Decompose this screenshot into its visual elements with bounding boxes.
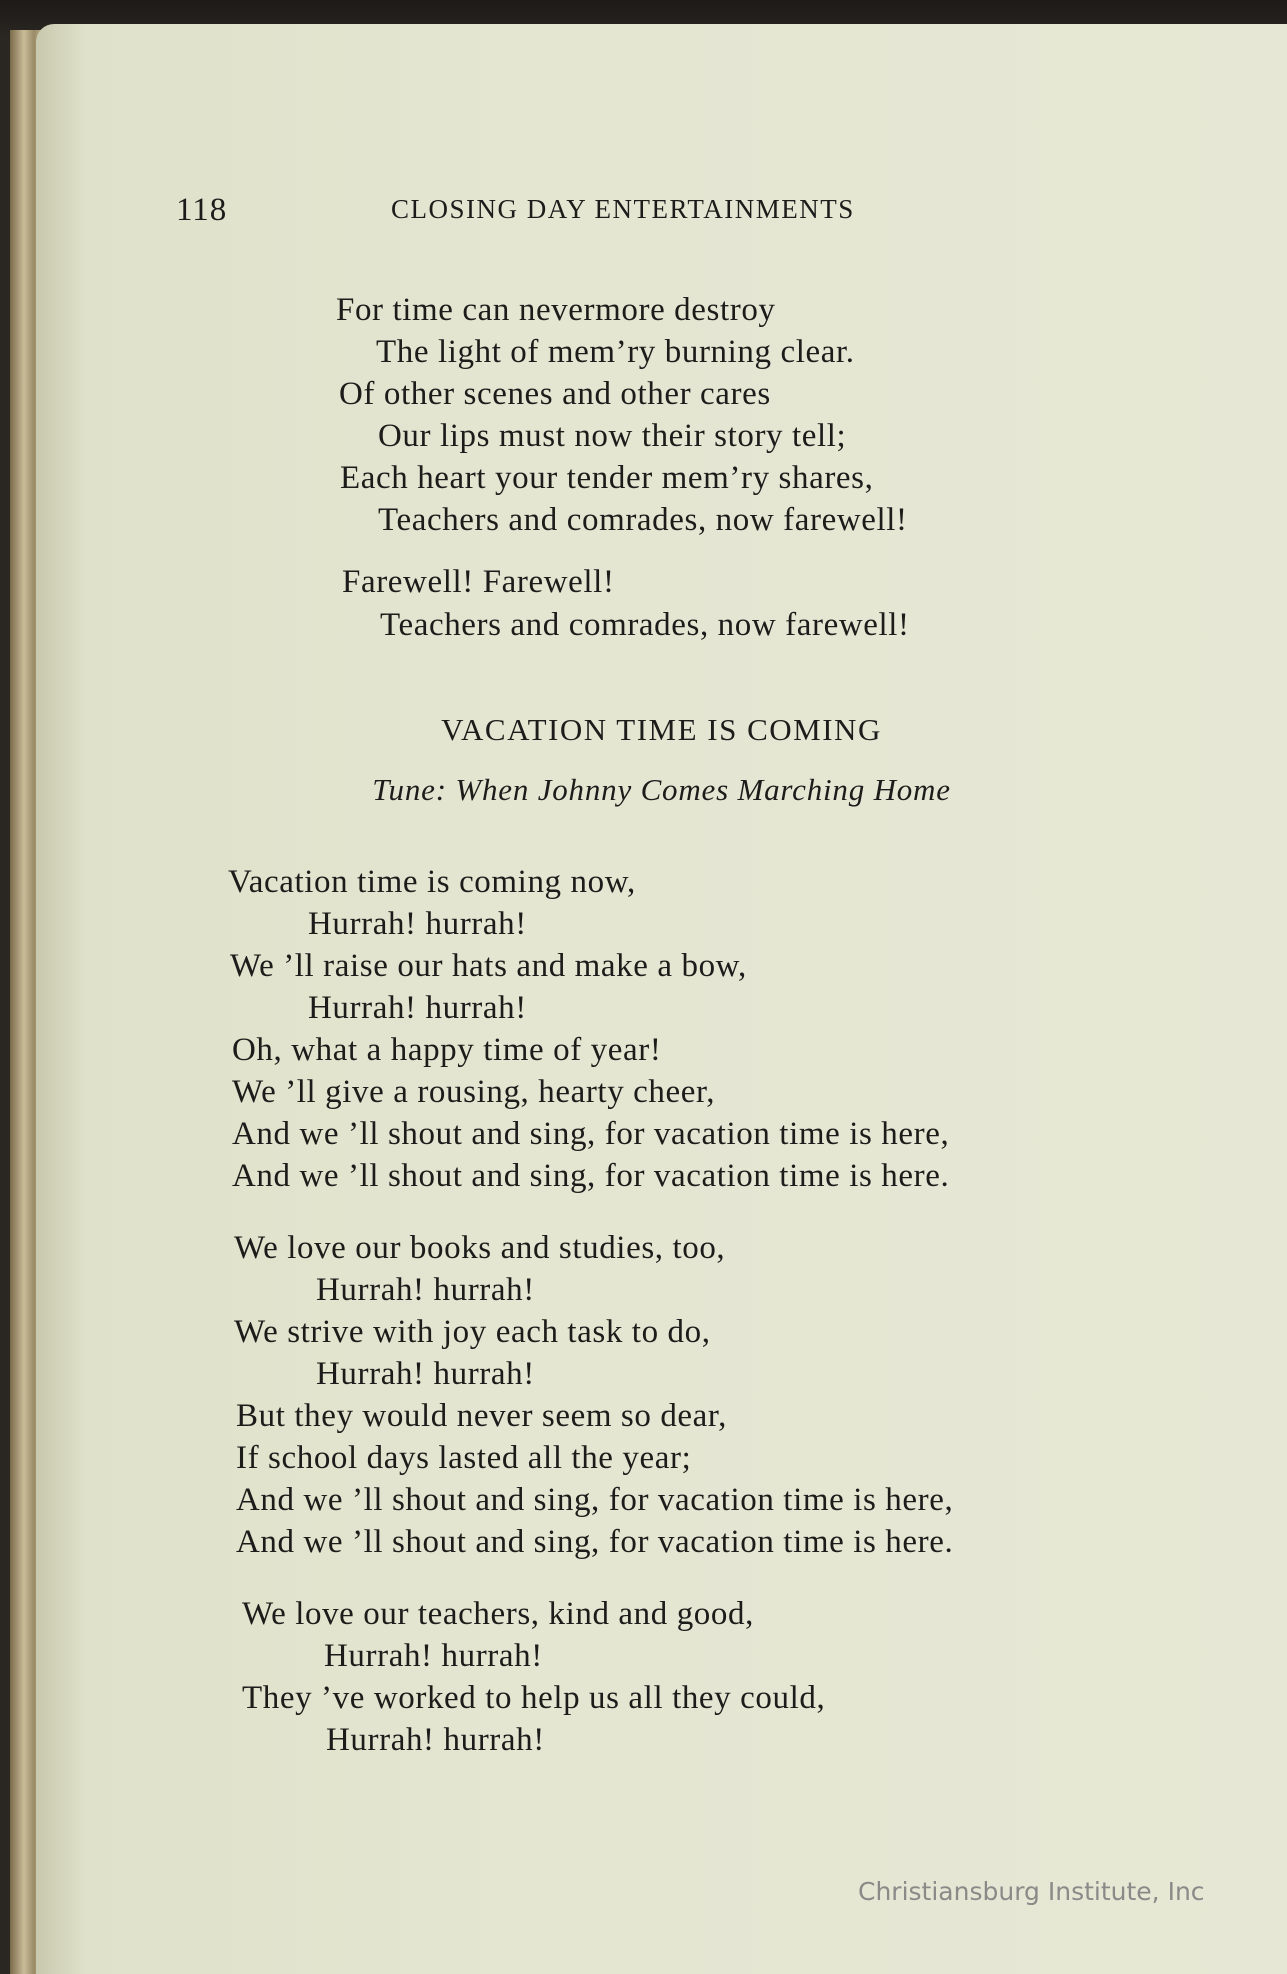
song-title: VACATION TIME IS COMING: [441, 712, 882, 747]
watermark: Christiansburg Institute, Inc: [858, 1877, 1205, 1906]
stanza-3-line: Hurrah! hurrah!: [324, 1638, 543, 1674]
verse-line: Our lips must now their story tell;: [378, 418, 847, 454]
song-tune: Tune: When Johnny Comes Marching Home: [372, 772, 951, 807]
stanza-1-line: And we ’ll shout and sing, for vacation time is here,: [232, 1116, 950, 1152]
stanza-1-line: And we ’ll shout and sing, for vacation time is here.: [232, 1158, 950, 1194]
verse-line: Teachers and comrades, now farewell!: [378, 502, 908, 538]
verse-line: Of other scenes and other cares: [339, 376, 771, 412]
stanza-2-line: Hurrah! hurrah!: [316, 1272, 535, 1308]
refrain-line: Farewell! Farewell!: [342, 564, 615, 600]
stanza-2-line: And we ’ll shout and sing, for vacation time is here.: [236, 1524, 954, 1560]
stanza-2-line: But they would never seem so dear,: [236, 1398, 728, 1434]
stanza-2-line: If school days lasted all the year;: [236, 1440, 692, 1476]
stanza-2-line: And we ’ll shout and sing, for vacation time is here,: [236, 1482, 954, 1518]
running-head: CLOSING DAY ENTERTAINMENTS: [391, 194, 855, 224]
stanza-2-line: We love our books and studies, too,: [234, 1230, 726, 1266]
verse-line: Each heart your tender mem’ry shares,: [340, 460, 874, 496]
stanza-2-line: We strive with joy each task to do,: [234, 1314, 711, 1350]
stanza-1-line: We ’ll raise our hats and make a bow,: [230, 948, 747, 984]
stanza-2-line: Hurrah! hurrah!: [316, 1356, 535, 1392]
stanza-1-line: Hurrah! hurrah!: [308, 906, 527, 942]
stanza-3-line: We love our teachers, kind and good,: [242, 1596, 754, 1632]
book-page: [36, 24, 1287, 1974]
page-text: [36, 24, 1287, 1974]
stanza-1-line: Oh, what a happy time of year!: [232, 1032, 662, 1068]
page-number: 118: [176, 192, 228, 228]
stanza-3-line: Hurrah! hurrah!: [326, 1722, 545, 1758]
stanza-3-line: They ’ve worked to help us all they could,: [242, 1680, 826, 1716]
verse-line: For time can nevermore destroy: [336, 292, 776, 328]
refrain-line: Teachers and comrades, now farewell!: [380, 607, 910, 643]
stanza-1-line: Hurrah! hurrah!: [308, 990, 527, 1026]
stanza-1-line: Vacation time is coming now,: [228, 864, 636, 900]
stanza-1-line: We ’ll give a rousing, hearty cheer,: [232, 1074, 716, 1110]
verse-line: The light of mem’ry burning clear.: [376, 334, 855, 370]
